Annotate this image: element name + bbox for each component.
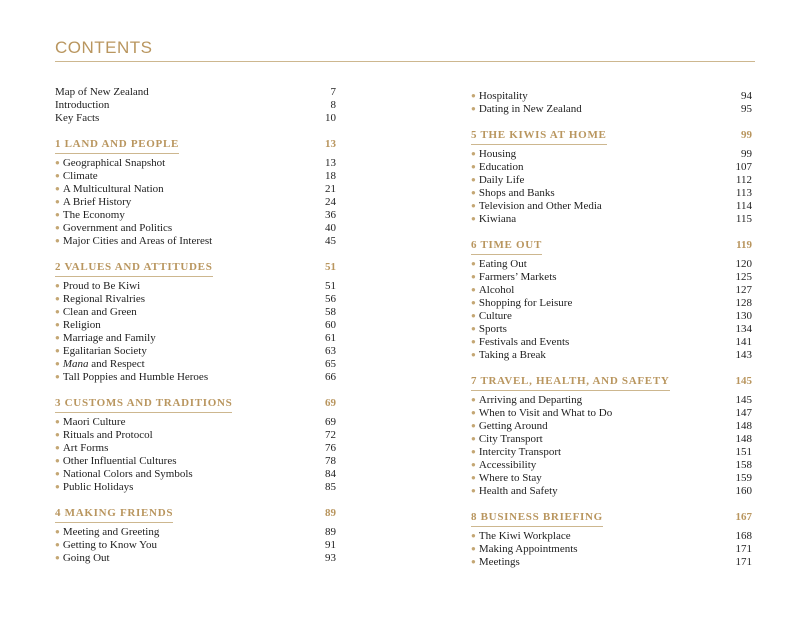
toc-item-page: 66 xyxy=(325,371,336,383)
bullet-dot-icon: ● xyxy=(55,469,60,478)
toc-item-page: 56 xyxy=(325,293,336,305)
toc-item[interactable] xyxy=(55,170,336,183)
bullet-dot-icon: ● xyxy=(55,184,60,193)
toc-item[interactable] xyxy=(471,433,752,446)
toc-item-page: 65 xyxy=(325,358,336,370)
toc-item-page: 114 xyxy=(735,200,752,212)
toc-entry[interactable] xyxy=(55,112,336,125)
bullet-dot-icon: ● xyxy=(471,259,476,268)
toc-item[interactable] xyxy=(471,161,752,174)
toc-item-page: 130 xyxy=(735,310,752,322)
toc-item[interactable] xyxy=(55,280,336,293)
bullet-dot-icon: ● xyxy=(471,272,476,281)
bullet-dot-icon: ● xyxy=(471,434,476,443)
bullet-dot-icon: ● xyxy=(471,188,476,197)
toc-item-label: Regional Rivalries xyxy=(62,293,146,305)
toc-item-label: Getting Around xyxy=(478,420,548,432)
section-heading-row[interactable] xyxy=(55,133,336,157)
bullet-dot-icon: ● xyxy=(471,544,476,553)
toc-item-page: 115 xyxy=(735,213,752,225)
toc-item-page: 168 xyxy=(735,530,752,542)
toc-item-label: Eating Out xyxy=(478,258,527,270)
toc-item-page: 61 xyxy=(325,332,336,344)
toc-item-page: 21 xyxy=(325,183,336,195)
bullet-dot-icon: ● xyxy=(55,482,60,491)
bullet-dot-icon: ● xyxy=(471,531,476,540)
toc-item[interactable] xyxy=(471,543,752,556)
toc-entry-page: 7 xyxy=(330,86,336,98)
toc-item-label: Arriving and Departing xyxy=(478,394,583,406)
toc-item-label: Meetings xyxy=(478,556,520,568)
bullet-dot-icon: ● xyxy=(55,346,60,355)
toc-item[interactable] xyxy=(471,284,752,297)
toc-item[interactable] xyxy=(471,556,752,569)
bullet-dot-icon: ● xyxy=(55,307,60,316)
toc-left-column xyxy=(55,86,336,565)
toc-item-page: 85 xyxy=(325,481,336,493)
toc-item-label: and Respect xyxy=(88,358,145,370)
section-heading: 7 TRAVEL, HEALTH, AND SAFETY xyxy=(471,375,670,391)
toc-item[interactable] xyxy=(471,297,752,310)
toc-item-label: Kiwiana xyxy=(478,213,517,225)
toc-item[interactable] xyxy=(471,323,752,336)
toc-item-page: 113 xyxy=(735,187,752,199)
toc-item-label: A Multicultural Nation xyxy=(62,183,164,195)
bullet-dot-icon: ● xyxy=(55,359,60,368)
toc-item-page: 91 xyxy=(325,539,336,551)
toc-item-label: When to Visit and What to Do xyxy=(478,407,613,419)
toc-right-column xyxy=(471,90,752,569)
toc-item-label: Hospitality xyxy=(478,90,528,102)
bullet-dot-icon: ● xyxy=(471,460,476,469)
section-page: 51 xyxy=(325,261,336,273)
toc-item-label: A Brief History xyxy=(62,196,132,208)
toc-item-page: 159 xyxy=(735,472,752,484)
toc-item-page: 148 xyxy=(735,433,752,445)
bullet-dot-icon: ● xyxy=(471,421,476,430)
toc-item-label: National Colors and Symbols xyxy=(62,468,193,480)
bullet-dot-icon: ● xyxy=(471,324,476,333)
toc-item[interactable] xyxy=(471,472,752,485)
toc-item-page: 120 xyxy=(735,258,752,270)
toc-item-page: 95 xyxy=(741,103,752,115)
toc-item[interactable] xyxy=(471,336,752,349)
section-heading-row[interactable] xyxy=(55,256,336,280)
bullet-dot-icon: ● xyxy=(471,557,476,566)
bullet-dot-icon: ● xyxy=(471,337,476,346)
toc-item-label: Maori Culture xyxy=(62,416,126,428)
toc-item-page: 125 xyxy=(735,271,752,283)
toc-item[interactable] xyxy=(471,174,752,187)
toc-item-page: 89 xyxy=(325,526,336,538)
toc-item-page: 18 xyxy=(325,170,336,182)
toc-item[interactable] xyxy=(471,407,752,420)
toc-item[interactable] xyxy=(55,455,336,468)
toc-item-label: Housing xyxy=(478,148,517,160)
toc-item-label: Where to Stay xyxy=(478,472,542,484)
toc-item[interactable] xyxy=(55,293,336,306)
bullet-dot-icon: ● xyxy=(471,447,476,456)
toc-entry-page: 10 xyxy=(325,112,336,124)
toc-item-page: 93 xyxy=(325,552,336,564)
toc-item-label: Intercity Transport xyxy=(478,446,562,458)
toc-item[interactable] xyxy=(471,148,752,161)
bullet-dot-icon: ● xyxy=(471,285,476,294)
bullet-dot-icon: ● xyxy=(55,236,60,245)
toc-item-label: Marriage and Family xyxy=(62,332,156,344)
section-heading: 2 VALUES AND ATTITUDES xyxy=(55,261,213,277)
toc-item-label: The Kiwi Workplace xyxy=(478,530,571,542)
toc-item-label-italic: Mana xyxy=(62,358,89,370)
toc-item[interactable] xyxy=(471,271,752,284)
toc-entry-label: Key Facts xyxy=(55,112,100,124)
toc-item[interactable] xyxy=(55,319,336,332)
bullet-dot-icon: ● xyxy=(55,540,60,549)
toc-item[interactable] xyxy=(55,552,336,565)
toc-item[interactable] xyxy=(55,468,336,481)
section-page: 167 xyxy=(735,511,752,523)
toc-item-label: Art Forms xyxy=(62,442,109,454)
toc-item-page: 58 xyxy=(325,306,336,318)
bullet-dot-icon: ● xyxy=(471,350,476,359)
section-heading-row[interactable] xyxy=(55,392,336,416)
bullet-dot-icon: ● xyxy=(55,430,60,439)
bullet-dot-icon: ● xyxy=(55,417,60,426)
toc-item-label: Getting to Know You xyxy=(62,539,157,551)
toc-item-label: Major Cities and Areas of Interest xyxy=(62,235,213,247)
toc-item[interactable] xyxy=(471,485,752,498)
toc-item-label: Education xyxy=(478,161,524,173)
toc-item[interactable] xyxy=(471,459,752,472)
toc-item[interactable] xyxy=(55,481,336,494)
toc-item-page: 60 xyxy=(325,319,336,331)
bullet-dot-icon: ● xyxy=(55,320,60,329)
toc-item-page: 94 xyxy=(741,90,752,102)
bullet-dot-icon: ● xyxy=(55,456,60,465)
toc-item-label: Shops and Banks xyxy=(478,187,555,199)
toc-item-label: Shopping for Leisure xyxy=(478,297,573,309)
toc-entry-label: Introduction xyxy=(55,99,110,111)
toc-item-label: Taking a Break xyxy=(478,349,546,361)
toc-item-page: 148 xyxy=(735,420,752,432)
bullet-dot-icon: ● xyxy=(471,298,476,307)
bullet-dot-icon: ● xyxy=(55,223,60,232)
toc-item[interactable] xyxy=(471,187,752,200)
toc-item-label: Sports xyxy=(478,323,507,335)
toc-item-page: 107 xyxy=(735,161,752,173)
toc-entry-label: Map of New Zealand xyxy=(55,86,149,98)
toc-item-page: 143 xyxy=(735,349,752,361)
toc-item-label: Television and Other Media xyxy=(478,200,602,212)
bullet-dot-icon: ● xyxy=(471,162,476,171)
bullet-dot-icon: ● xyxy=(55,372,60,381)
toc-item[interactable] xyxy=(55,371,336,384)
bullet-dot-icon: ● xyxy=(471,408,476,417)
toc-item[interactable] xyxy=(471,258,752,271)
toc-item[interactable] xyxy=(471,530,752,543)
toc-item-label: Health and Safety xyxy=(478,485,558,497)
toc-item-page: 171 xyxy=(735,543,752,555)
toc-item-label: Tall Poppies and Humble Heroes xyxy=(62,371,209,383)
bullet-dot-icon: ● xyxy=(55,210,60,219)
toc-item-page: 76 xyxy=(325,442,336,454)
section-heading-row[interactable] xyxy=(471,506,752,530)
bullet-dot-icon: ● xyxy=(55,333,60,342)
toc-item-page: 160 xyxy=(735,485,752,497)
toc-item[interactable] xyxy=(55,429,336,442)
toc-item-page: 72 xyxy=(325,429,336,441)
toc-item-page: 145 xyxy=(735,394,752,406)
toc-item-page: 141 xyxy=(735,336,752,348)
toc-item-page: 84 xyxy=(325,468,336,480)
bullet-dot-icon: ● xyxy=(471,486,476,495)
bullet-dot-icon: ● xyxy=(471,91,476,100)
toc-item[interactable] xyxy=(55,539,336,552)
toc-item-label: Alcohol xyxy=(478,284,515,296)
toc-item[interactable] xyxy=(471,103,752,116)
toc-item-page: 151 xyxy=(735,446,752,458)
toc-item-label: Going Out xyxy=(62,552,110,564)
bullet-dot-icon: ● xyxy=(55,553,60,562)
section-heading-row[interactable] xyxy=(55,502,336,526)
section-heading: 3 CUSTOMS AND TRADITIONS xyxy=(55,397,232,413)
page-title: CONTENTS xyxy=(55,38,153,57)
bullet-dot-icon: ● xyxy=(55,171,60,180)
toc-item-page: 128 xyxy=(735,297,752,309)
toc-item-label: Geographical Snapshot xyxy=(62,157,166,169)
toc-item-page: 51 xyxy=(325,280,336,292)
toc-entry[interactable] xyxy=(55,99,336,112)
toc-entry-page: 8 xyxy=(330,99,336,111)
section-heading: 4 MAKING FRIENDS xyxy=(55,507,173,523)
toc-item-label: Public Holidays xyxy=(62,481,134,493)
section-heading-row[interactable] xyxy=(471,124,752,148)
toc-item-label: Culture xyxy=(478,310,512,322)
bullet-dot-icon: ● xyxy=(471,395,476,404)
toc-item[interactable] xyxy=(55,235,336,248)
bullet-dot-icon: ● xyxy=(471,473,476,482)
toc-item[interactable] xyxy=(55,209,336,222)
toc-item-label: Farmers’ Markets xyxy=(478,271,557,283)
toc-item-label: Religion xyxy=(62,319,101,331)
toc-item-label: Daily Life xyxy=(478,174,525,186)
toc-entry[interactable] xyxy=(55,86,336,99)
toc-item-label: Accessibility xyxy=(478,459,537,471)
toc-item-label: Clean and Green xyxy=(62,306,137,318)
section-page: 99 xyxy=(741,129,752,141)
toc-item-page: 127 xyxy=(735,284,752,296)
section-heading: 5 THE KIWIS AT HOME xyxy=(471,129,607,145)
bullet-dot-icon: ● xyxy=(471,214,476,223)
toc-item-label: City Transport xyxy=(478,433,543,445)
toc-item-label: Government and Politics xyxy=(62,222,173,234)
section-page: 13 xyxy=(325,138,336,150)
toc-item[interactable] xyxy=(55,332,336,345)
toc-item-label: Egalitarian Society xyxy=(62,345,147,357)
toc-item-label: Making Appointments xyxy=(478,543,578,555)
section-heading-row[interactable] xyxy=(471,370,752,394)
bullet-dot-icon: ● xyxy=(55,197,60,206)
toc-item-label: Rituals and Protocol xyxy=(62,429,153,441)
section-page: 89 xyxy=(325,507,336,519)
toc-item[interactable] xyxy=(471,420,752,433)
toc-item[interactable] xyxy=(55,183,336,196)
bullet-dot-icon: ● xyxy=(55,443,60,452)
toc-item-page: 134 xyxy=(735,323,752,335)
section-page: 119 xyxy=(736,239,752,251)
toc-item-page: 171 xyxy=(735,556,752,568)
bullet-dot-icon: ● xyxy=(55,527,60,536)
toc-item[interactable] xyxy=(471,90,752,103)
toc-item[interactable] xyxy=(471,394,752,407)
toc-item-label: Climate xyxy=(62,170,98,182)
toc-item[interactable] xyxy=(55,196,336,209)
section-heading: 8 BUSINESS BRIEFING xyxy=(471,511,603,527)
toc-item[interactable] xyxy=(471,349,752,362)
toc-item-label: Meeting and Greeting xyxy=(62,526,160,538)
toc-item-label: Dating in New Zealand xyxy=(478,103,582,115)
toc-item-page: 13 xyxy=(325,157,336,169)
toc-item[interactable] xyxy=(471,310,752,323)
toc-item[interactable] xyxy=(55,416,336,429)
bullet-dot-icon: ● xyxy=(471,104,476,113)
bullet-dot-icon: ● xyxy=(55,281,60,290)
toc-item-page: 45 xyxy=(325,235,336,247)
toc-item-label: Festivals and Events xyxy=(478,336,570,348)
toc-item[interactable] xyxy=(471,213,752,226)
section-heading: 1 LAND AND PEOPLE xyxy=(55,138,179,154)
toc-item-label: The Economy xyxy=(62,209,125,221)
toc-item-page: 112 xyxy=(735,174,752,186)
toc-item[interactable] xyxy=(55,222,336,235)
toc-item[interactable] xyxy=(55,345,336,358)
bullet-dot-icon: ● xyxy=(471,175,476,184)
section-page: 145 xyxy=(735,375,752,387)
toc-item-page: 36 xyxy=(325,209,336,221)
section-page: 69 xyxy=(325,397,336,409)
toc-item-page: 69 xyxy=(325,416,336,428)
toc-item[interactable] xyxy=(55,442,336,455)
toc-item[interactable] xyxy=(55,358,336,371)
toc-item[interactable] xyxy=(471,200,752,213)
bullet-dot-icon: ● xyxy=(55,294,60,303)
bullet-dot-icon: ● xyxy=(55,158,60,167)
bullet-dot-icon: ● xyxy=(471,201,476,210)
title-divider xyxy=(55,61,755,62)
toc-item-page: 147 xyxy=(735,407,752,419)
toc-item-page: 24 xyxy=(325,196,336,208)
toc-item-label: Proud to Be Kiwi xyxy=(62,280,141,292)
toc-item[interactable] xyxy=(55,306,336,319)
section-heading: 6 TIME OUT xyxy=(471,239,542,255)
toc-item-page: 63 xyxy=(325,345,336,357)
bullet-dot-icon: ● xyxy=(471,149,476,158)
toc-item[interactable] xyxy=(471,446,752,459)
section-heading-row[interactable] xyxy=(471,234,752,258)
toc-item-page: 158 xyxy=(735,459,752,471)
toc-item-page: 78 xyxy=(325,455,336,467)
toc-item-label: Other Influential Cultures xyxy=(62,455,177,467)
bullet-dot-icon: ● xyxy=(471,311,476,320)
toc-item-page: 40 xyxy=(325,222,336,234)
toc-item[interactable] xyxy=(55,526,336,539)
toc-item-page: 99 xyxy=(741,148,752,160)
toc-item[interactable] xyxy=(55,157,336,170)
